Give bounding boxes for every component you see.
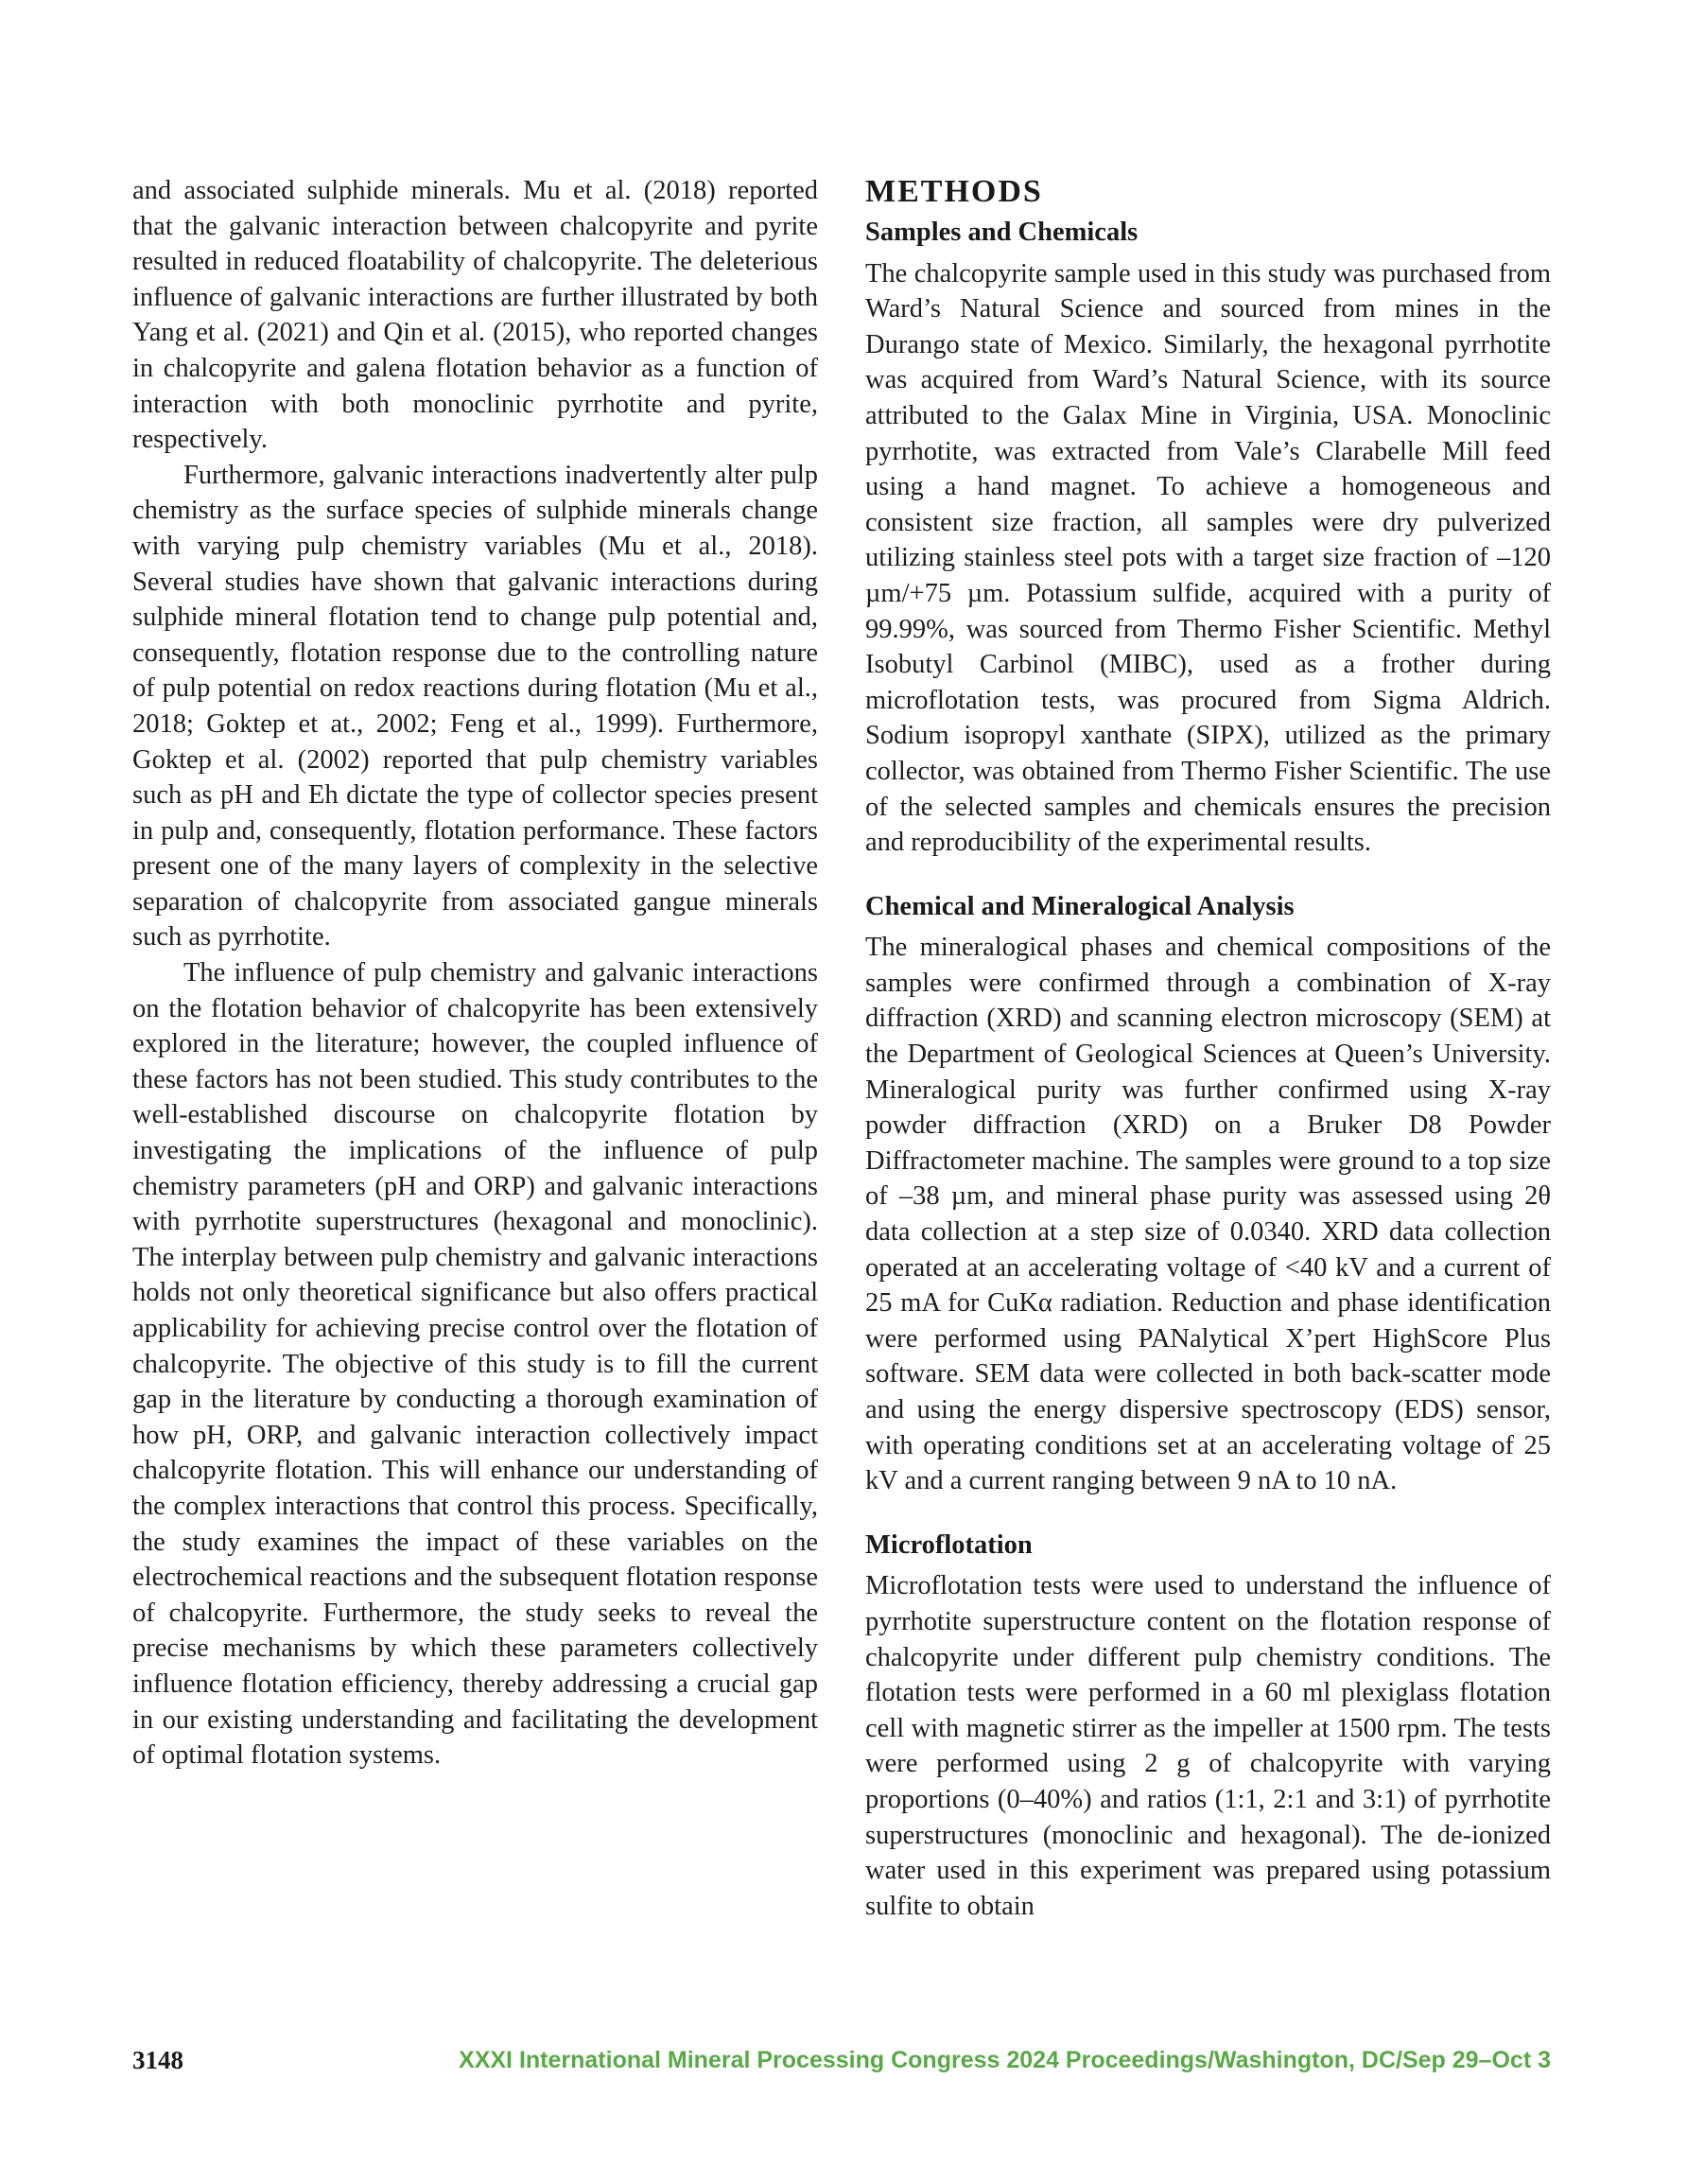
page-footer — [132, 2041, 1551, 2079]
body-paragraph: The mineralogical phases and chemical compositions of the samples were confirmed through a combination of X-ray diffraction (XRD) and scanning electron microscopy (SEM) at the Department of Geological Sciences at Queen’s University. Mineralogical purity was further confirmed using X-ray powder diffraction (XRD) on a Bruker D8 Powder Diffractometer machine. The samples were ground to a top size of –38 µm, and mineral phase purity was assessed using 2θ data collection at a step size of 0.0340. XRD data collection operated at an accelerating voltage of <40 kV and a current of 25 mA for CuKα radiation. Reduction and phase identification were performed using PANalytical X’pert HighScore Plus software. SEM data were collected in both back-scatter mode and using the energy dispersive spectroscopy (EDS) sensor, with operating conditions set at an accelerating voltage of 25 kV and a current ranging between 9 nA to 10 nA. — [865, 933, 1551, 1496]
body-paragraph: Microflotation tests were used to understand the influence of pyrrhotite superstructure content on the flotation response of chalcopyrite under different pulp chemistry conditions. The flotation tests were performed in a 60 ml plexiglass flotation cell with magnetic stirrer as the impeller at 1500 rpm. The tests were performed using 2 g of chalcopyrite with varying proportions (0–40%) and ratios (1:1, 2:1 and 3:1) of pyrrhotite superstructures (monoclinic and hexagonal). The de-ionized water used in this experiment was prepared using potassium sulfite to obtain — [865, 1571, 1551, 1921]
subsection-heading: Samples and Chemicals — [865, 218, 1139, 247]
right-column — [865, 173, 1551, 1924]
body-paragraph: Furthermore, galvanic interactions inadvertently alter pulp chemistry as the surface species of sulphide minerals change with varying pulp chemistry variables (Mu et al., 2018). Several studies have shown that galvanic interactions during sulphide mineral flotation tend to change pulp potential and, consequently, flotation response due to the controlling nature of pulp potential on redox reactions during flotation (Mu et al., 2018; Goktep et at., 2002; Feng et al., 1999). Furthermore, Goktep et al. (2002) reported that pulp chemistry variables such as pH and Eh dictate the type of collector species present in pulp and, consequently, flotation performance. These factors present one of the many layers of complexity in the selective separation of chalcopyrite from associated gangue minerals such as pyrrhotite. — [132, 460, 818, 952]
page-number: 3148 — [132, 2046, 183, 2074]
subsection-heading: Chemical and Mineralogical Analysis — [865, 891, 1295, 921]
journal-title: XXXI International Mineral Processing Congress 2024 Proceedings/Washington, DC/Sep 29–Oct 3 — [459, 2047, 1551, 2073]
body-paragraph: The chalcopyrite sample used in this study was purchased from Ward’s Natural Science and sourced from mines in the Durango state of Mexico. Similarly, the hexagonal pyrrhotite was acquired from Ward’s Natural Science, with its source attributed to the Galax Mine in Virginia, USA. Monoclinic pyrrhotite, was extracted from Vale’s Clarabelle Mill feed using a hand magnet. To achieve a homogeneous and consistent size fraction, all samples were dry pulverized utilizing stainless steel pots with a target size fraction of –120 µm/+75 µm. Potassium sulfide, acquired with a purity of 99.99%, was sourced from Thermo Fisher Scientific. Methyl Isobutyl Carbinol (MIBC), used as a frother during microflotation tests, was procured from Sigma Aldrich. Sodium isopropyl xanthate (SIPX), utilized as the primary collector, was obtained from Thermo Fisher Scientific. The use of the selected samples and chemicals ensures the precision and reproducibility of the experimental results. — [865, 258, 1551, 858]
left-column — [132, 173, 818, 1773]
section-title: METHODS — [865, 174, 1043, 209]
body-paragraph: The influence of pulp chemistry and galvanic interactions on the flotation behavior of chalcopyrite has been extensively explored in the literature; however, the coupled influence of these factors has not been studied. This study contributes to the well-established discourse on chalcopyrite flotation by investigating the implications of the influence of pulp chemistry parameters (pH and ORP) and galvanic interactions with pyrrhotite superstructures (hexagonal and monoclinic). The interplay between pulp chemistry and galvanic interactions holds not only theoretical significance but also offers practical applicability for achieving precise control over the flotation of chalcopyrite. The objective of this study is to fill the current gap in the literature by conducting a thorough examination of how pH, ORP, and galvanic interaction collectively impact chalcopyrite flotation. This will enhance our understanding of the complex interactions that control this process. Specifically, the study examines the impact of these variables on the electrochemical reactions and the subsequent flotation response of chalcopyrite. Furthermore, the study seeks to reveal the precise mechanisms by which these parameters collectively influence flotation efficiency, thereby addressing a crucial gap in our existing understanding and facilitating the development of optimal flotation systems. — [132, 958, 818, 1771]
body-paragraph: and associated sulphide minerals. Mu et al. (2018) reported that the galvanic interaction between chalcopyrite and pyrite resulted in reduced floatability of chalcopyrite. The deleterious influence of galvanic interactions are further illustrated by both Yang et al. (2021) and Qin et al. (2015), who reported changes in chalcopyrite and galena flotation behavior as a function of interaction with both monoclinic pyrrhotite and pyrite, respectively. — [132, 176, 818, 455]
subsection-heading: Microflotation — [865, 1529, 1033, 1560]
